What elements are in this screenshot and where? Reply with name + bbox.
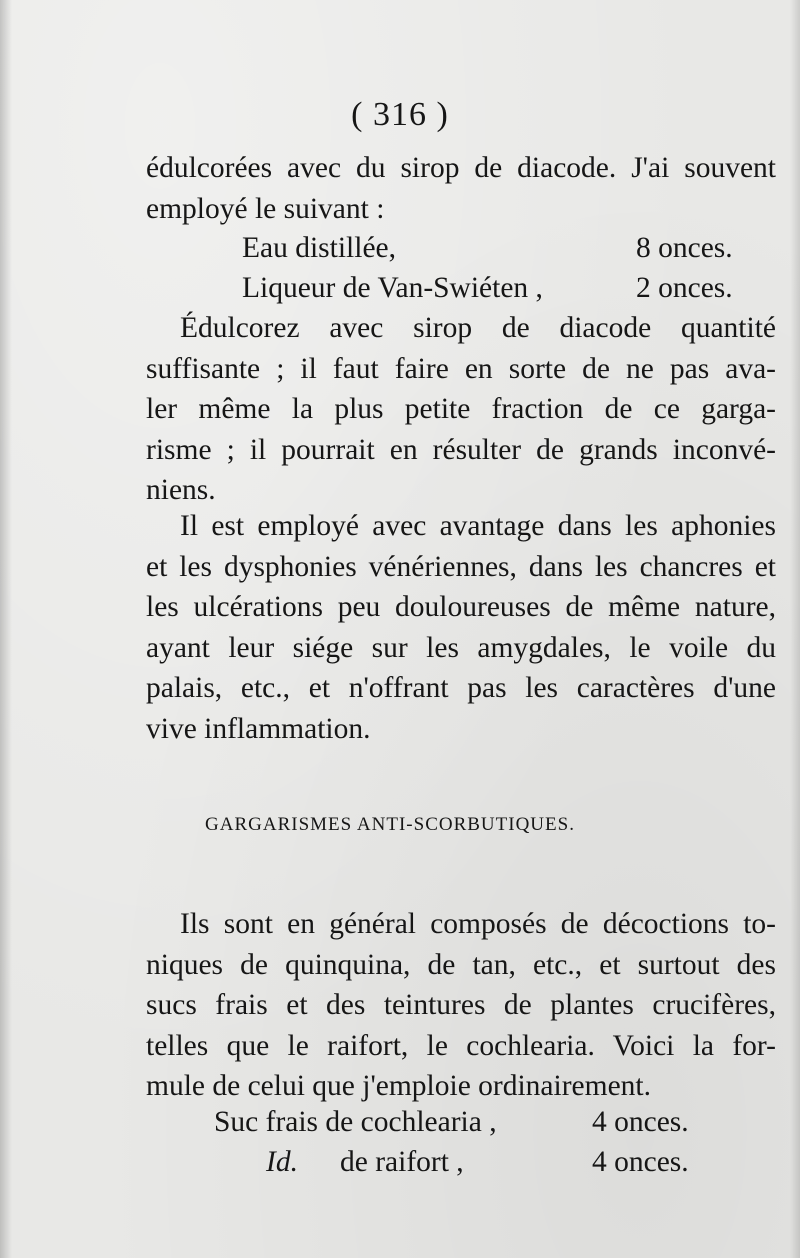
recipe-ingredient-quantity: 4 onces. <box>592 1106 689 1138</box>
page-number: ( 316 ) <box>351 96 449 133</box>
text-line: suffisante ; il faut faire en sorte de ne pas ava- <box>146 352 776 385</box>
text-line: édulcorées avec du sirop de diacode. J'ai souvent <box>146 152 776 184</box>
text-line: mule de celui que j'emploie ordinairement. <box>146 1070 652 1102</box>
text-line: Il est employé avec avantage dans les aphonies <box>180 510 776 542</box>
text-line: telles que le raifort, le cochlearia. Voici la for- <box>146 1029 776 1062</box>
text-line: niens. <box>146 474 216 506</box>
text-line: vive inflammation. <box>146 712 371 745</box>
text-line: Ils sont en général composés de décoctions to- <box>180 908 776 940</box>
section-heading: GARGARISMES ANTI-SCORBUTIQUES. <box>205 814 575 835</box>
recipe-ingredient-name: de raifort , <box>340 1146 464 1178</box>
text-line: niques de quinquina, de tan, etc., et surtout des <box>146 948 776 981</box>
recipe-ingredient-quantity: 8 onces. <box>636 232 733 264</box>
page-edge-shadow-right <box>790 0 800 1258</box>
intro-text <box>146 148 776 229</box>
paragraph <box>146 308 776 511</box>
paragraph <box>146 904 776 1107</box>
recipe-ingredient-prefix: Id. <box>266 1146 298 1178</box>
text-line: palais, etc., et n'offrant pas les caractères d'une <box>146 672 776 704</box>
recipe-ingredient-name: Suc frais de cochlearia , <box>214 1106 497 1138</box>
recipe-ingredient-quantity: 4 onces. <box>592 1146 689 1178</box>
text-line: ler même la plus petite fraction de ce garga- <box>146 393 776 425</box>
recipe-ingredient-name: Liqueur de Van-Swiéten , <box>242 272 543 304</box>
text-line: Édulcorez avec sirop de diacode quantité <box>180 312 776 344</box>
text-line: risme ; il pourrait en résulter de grands inconvé- <box>146 433 776 466</box>
recipe-ingredient-quantity: 2 onces. <box>636 272 733 304</box>
text-line: employé le suivant : <box>146 192 385 225</box>
recipe-ingredient-name: Eau distillée, <box>242 232 397 264</box>
paragraph <box>146 506 776 749</box>
text-line: sucs frais et des teintures de plantes crucifères, <box>146 989 776 1021</box>
text-line: ayant leur siége sur les amygdales, le voile du <box>146 631 776 664</box>
text-line: les ulcérations peu douloureuses de même nature, <box>146 591 776 623</box>
page-edge-shadow-left <box>0 0 12 1258</box>
text-line: et les dysphonies vénériennes, dans les chancres et <box>146 550 776 583</box>
